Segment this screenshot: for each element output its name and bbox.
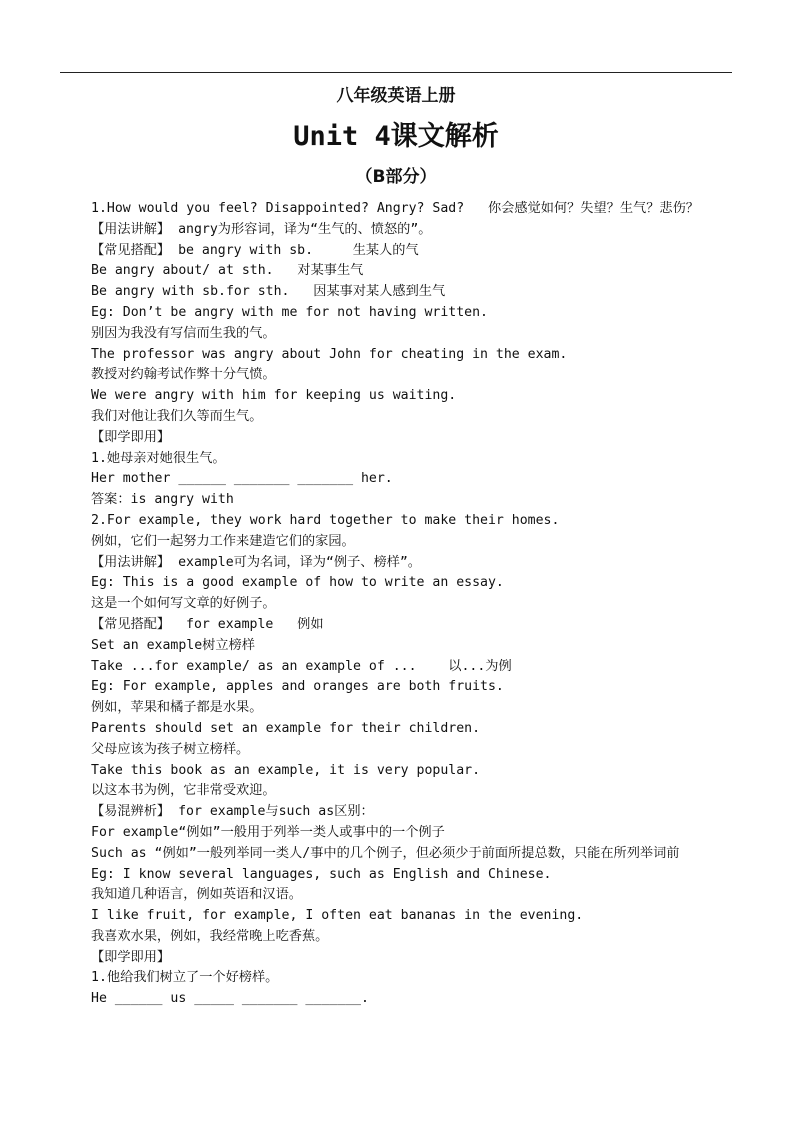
text-line: 教授对约翰考试作弊十分气愤。	[91, 367, 276, 383]
text-line: 这是一个如何写文章的好例子。	[91, 596, 276, 612]
text-line: Set an example树立榜样	[91, 637, 255, 653]
text-line: Parents should set an example for their children.	[91, 720, 481, 736]
text-line: 例如，它们一起努力工作来建造它们的家园。	[91, 533, 355, 549]
grade-heading: 八年级英语上册	[336, 86, 456, 106]
text-line: Eg: I know several languages, such as English and Chinese.	[91, 866, 552, 882]
text-line: I like fruit, for example, I often eat bananas in the evening.	[91, 908, 584, 924]
text-line: Take this book as an example, it is very popular.	[91, 762, 481, 778]
text-line: 父母应该为孩子树立榜样。	[91, 741, 250, 757]
text-line: 我们对他让我们久等而生气。	[91, 408, 263, 424]
text-line: 答案：is angry with	[91, 492, 234, 508]
text-line: 【常见搭配】 be angry with sb. 生某人的气	[91, 242, 419, 258]
text-line: 【用法讲解】 example可为名词，译为“例子、榜样”。	[91, 554, 421, 570]
lesson-content	[60, 199, 732, 1010]
text-line: 2.For example, they work hard together to make their homes.	[91, 512, 560, 528]
text-line: For example“例如”一般用于列举一类人或事中的一个例子	[91, 824, 445, 840]
section-subtitle: （B部分）	[355, 167, 437, 187]
text-line: He ______ us _____ _______ _______.	[91, 991, 369, 1007]
text-line: Eg: This is a good example of how to write an essay.	[91, 575, 504, 591]
top-divider	[60, 72, 732, 73]
text-line: 【用法讲解】 angry为形容词，译为“生气的、愤怒的”。	[91, 221, 432, 237]
text-line: 我喜欢水果，例如，我经常晚上吃香蕉。	[91, 928, 329, 944]
text-line: 我知道几种语言，例如英语和汉语。	[91, 887, 302, 903]
text-line: 【易混辨析】 for example与such as区别：	[91, 804, 374, 820]
text-line: Eg: Don’t be angry with me for not having written.	[91, 304, 488, 320]
text-line: 【常见搭配】 for example 例如	[91, 616, 324, 632]
text-line: 1.他给我们树立了一个好榜样。	[91, 970, 279, 986]
text-line: Eg: For example, apples and oranges are both fruits.	[91, 679, 504, 695]
text-line: Her mother ______ _______ _______ her.	[91, 471, 393, 487]
text-line: 1.How would you feel? Disappointed? Angry? Sad? 你会感觉如何？失望？生气？悲伤？	[91, 201, 699, 216]
text-line: 1.她母亲对她很生气。	[91, 450, 226, 466]
text-line: 别因为我没有写信而生我的气。	[91, 325, 276, 341]
text-line: 例如，苹果和橘子都是水果。	[91, 700, 263, 716]
text-line: 以这本书为例，它非常受欢迎。	[91, 783, 276, 799]
text-line: We were angry with him for keeping us waiting.	[91, 388, 457, 404]
text-line: 【即学即用】	[91, 949, 171, 965]
text-line: Take ...for example/ as an example of ... 以...为例	[91, 658, 512, 674]
text-line: 【即学即用】	[91, 429, 171, 445]
page-title: Unit 4课文解析	[293, 121, 499, 152]
text-line: Be angry with sb.for sth. 因某事对某人感到生气	[91, 284, 446, 300]
text-line: Be angry about/ at sth. 对某事生气	[91, 263, 364, 279]
text-line: Such as “例如”一般列举同一类人/事中的几个例子，但必须少于前面所提总数，只能在所列举词前	[91, 845, 680, 861]
text-line: The professor was angry about John for cheating in the exam.	[91, 346, 568, 362]
